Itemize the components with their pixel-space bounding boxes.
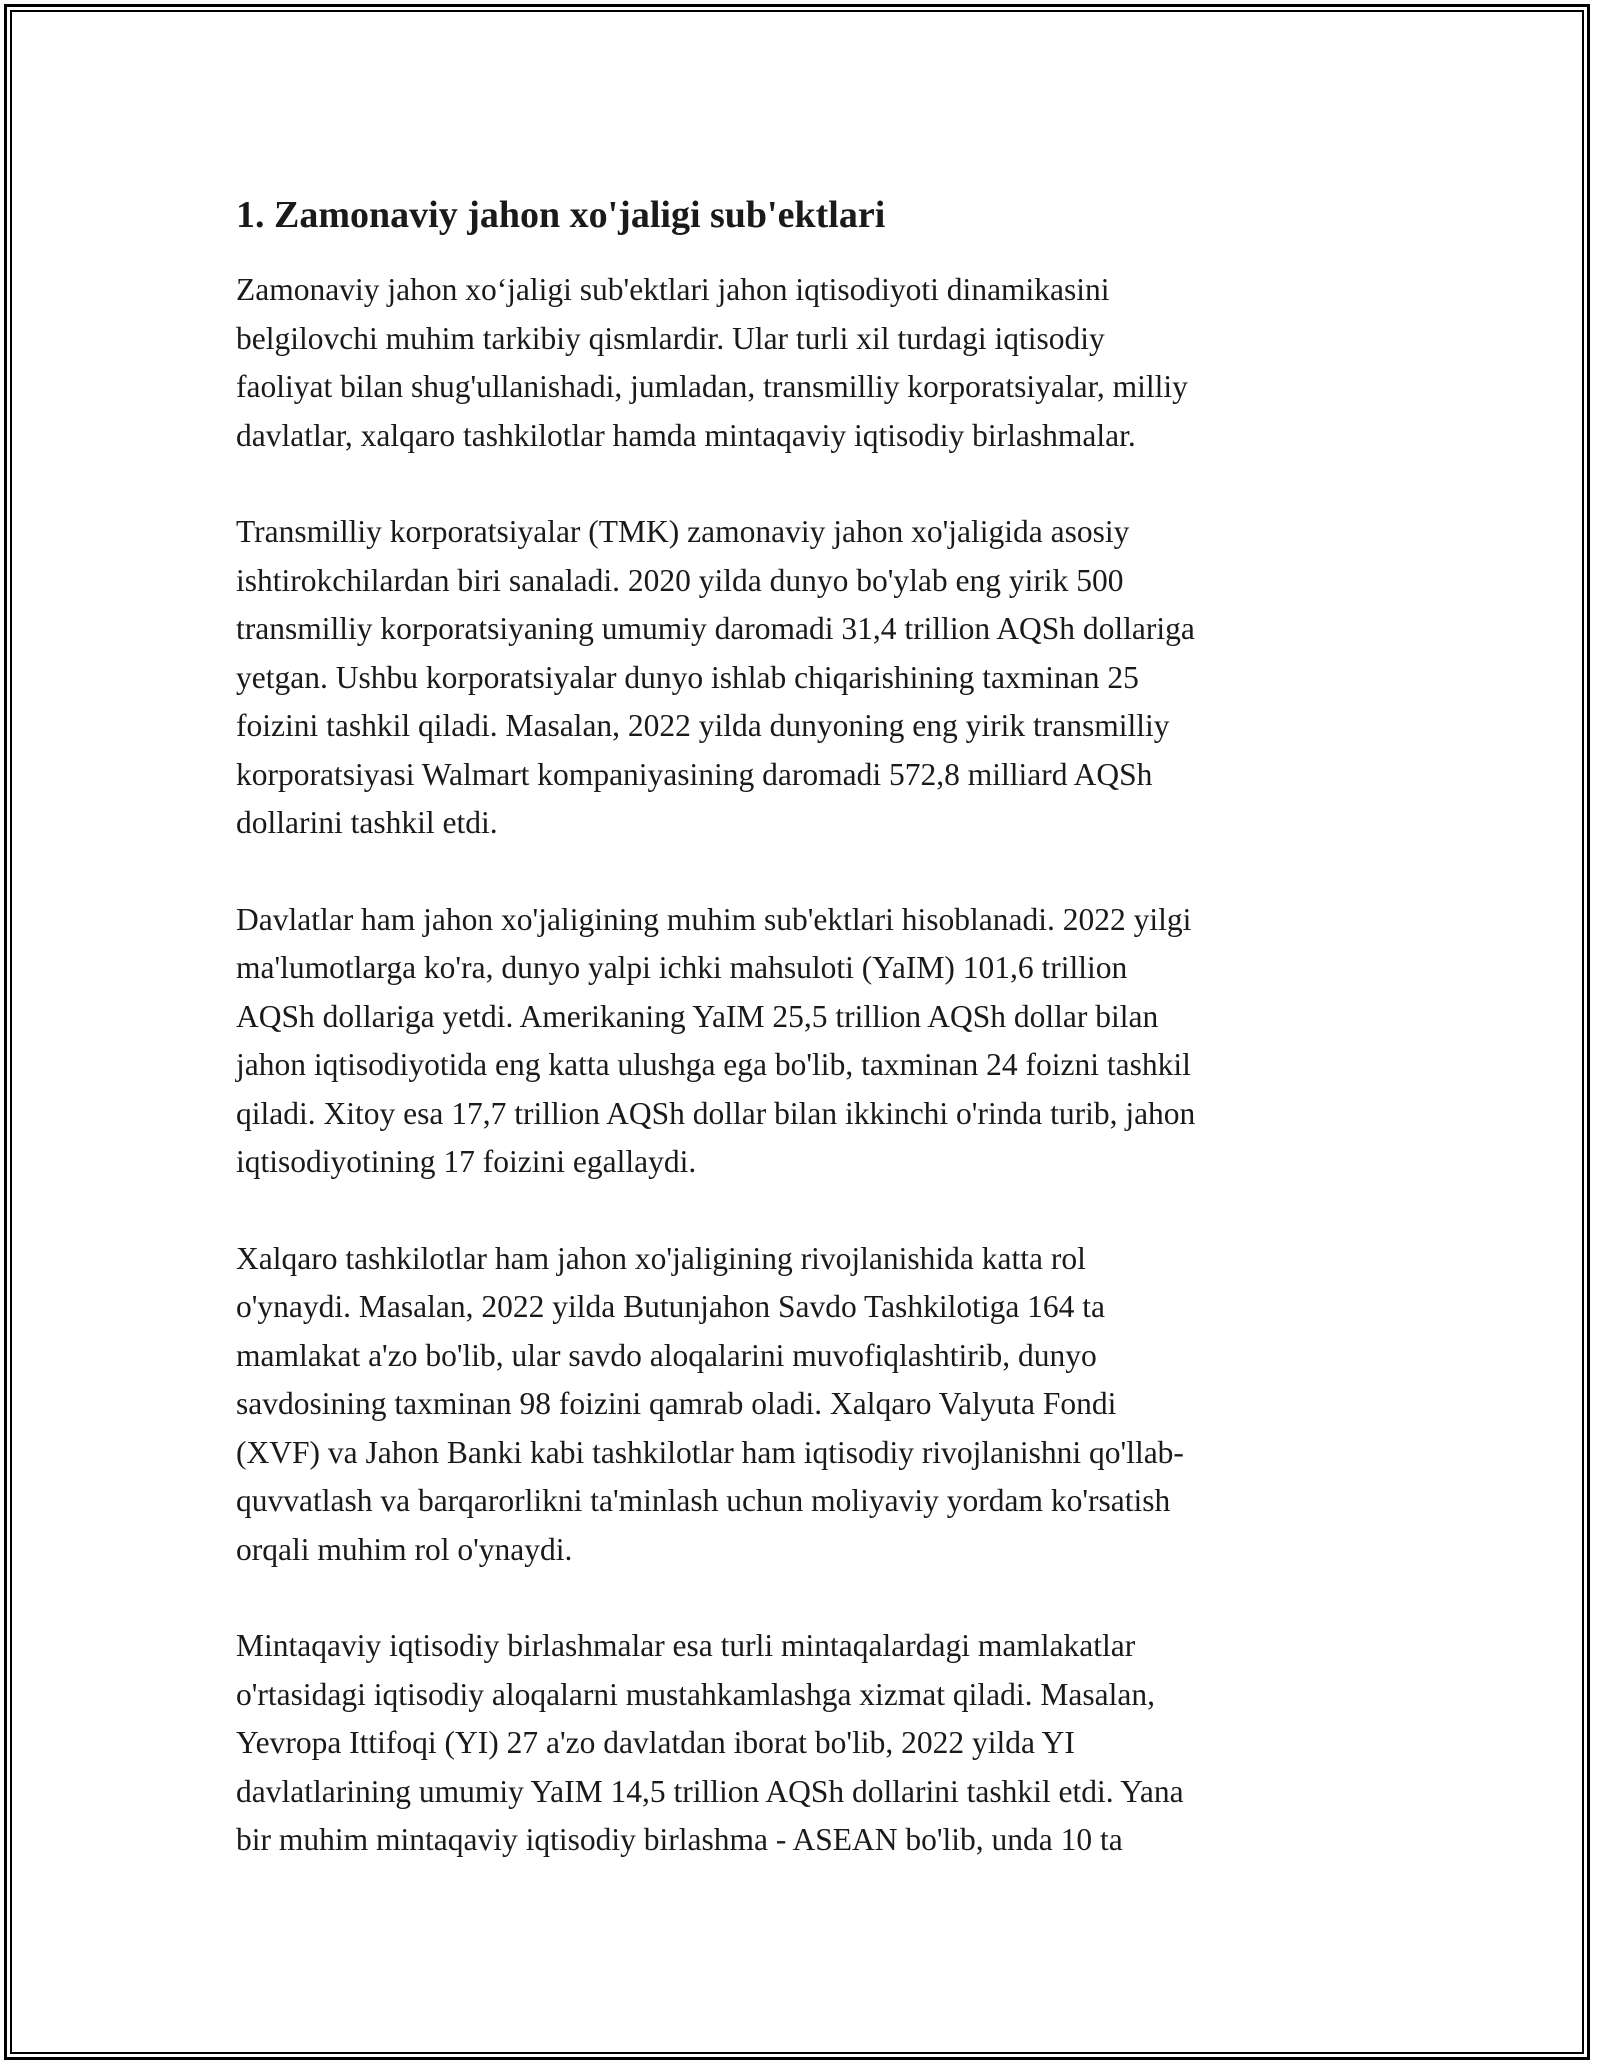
text-line: orqali muhim rol o'ynaydi. <box>236 1531 573 1567</box>
paragraph-intro <box>236 266 1366 460</box>
text-line: Xalqaro tashkilotlar ham jahon xo'jaligining rivojlanishida katta rol <box>236 1240 1086 1276</box>
text-line: o'rtasidagi iqtisodiy aloqalarni mustahkamlashga xizmat qiladi. Masalan, <box>236 1676 1155 1712</box>
text-line: transmilliy korporatsiyaning umumiy daromadi 31,4 trillion AQSh dollariga <box>236 611 1195 646</box>
text-line: Mintaqaviy iqtisodiy birlashmalar esa turli mintaqalardagi mamlakatlar <box>236 1628 1136 1663</box>
text-line: bir muhim mintaqaviy iqtisodiy birlashma - ASEAN bo'lib, unda 10 ta <box>236 1822 1123 1857</box>
text-line: davlatlar, xalqaro tashkilotlar hamda mintaqaviy iqtisodiy birlashmalar. <box>236 417 1136 453</box>
text-line: belgilovchi muhim tarkibiy qismlardir. Ular turli xil turdagi iqtisodiy <box>236 320 1105 356</box>
text-line: savdosining taxminan 98 foizini qamrab oladi. Xalqaro Valyuta Fondi <box>236 1386 1117 1421</box>
text-line: korporatsiyasi Walmart kompaniyasining daromadi 572,8 milliard AQSh <box>236 756 1153 792</box>
text-line: foizini tashkil qiladi. Masalan, 2022 yilda dunyoning eng yirik transmilliy <box>236 708 1170 743</box>
text-line: quvvatlash va barqarorlikni ta'minlash uchun moliyaviy yordam ko'rsatish <box>236 1483 1171 1518</box>
paragraph-regional <box>236 1622 1366 1865</box>
text-line: qiladi. Xitoy esa 17,7 trillion AQSh dollar bilan ikkinchi o'rinda turib, jahon <box>236 1095 1196 1131</box>
text-line: Zamonaviy jahon xo‘jaligi sub'ektlari jahon iqtisodiyoti dinamikasini <box>236 272 1110 307</box>
text-line: iqtisodiyotining 17 foizini egallaydi. <box>236 1144 697 1179</box>
section-title: 1. Zamonaviy jahon xo'jaligi sub'ektlari <box>236 194 886 236</box>
text-line: davlatlarining umumiy YaIM 14,5 trillion AQSh dollarini tashkil etdi. Yana <box>236 1773 1184 1809</box>
text-line: faoliyat bilan shug'ullanishadi, jumladan, transmilliy korporatsiyalar, milliy <box>236 369 1188 404</box>
text-line: ma'lumotlarga ko'ra, dunyo yalpi ichki mahsuloti (YaIM) 101,6 trillion <box>236 950 1128 985</box>
document-body <box>236 190 1366 1913</box>
text-line: Davlatlar ham jahon xo'jaligining muhim sub'ektlari hisoblanadi. 2022 yilgi <box>236 901 1192 937</box>
text-line: mamlakat a'zo bo'lib, ular savdo aloqalarini muvofiqlashtirib, dunyo <box>236 1337 1097 1373</box>
text-line: yetgan. Ushbu korporatsiyalar dunyo ishlab chiqarishining taxminan 25 <box>236 659 1139 695</box>
text-line: Yevropa Ittifoqi (YI) 27 a'zo davlatdan iborat bo'lib, 2022 yilda YI <box>236 1725 1075 1760</box>
text-line: (XVF) va Jahon Banki kabi tashkilotlar ham iqtisodiy rivojlanishni qo'llab- <box>236 1434 1184 1470</box>
paragraph-tmk <box>236 508 1366 848</box>
text-line: AQSh dollariga yetdi. Amerikaning YaIM 25,5 trillion AQSh dollar bilan <box>236 998 1159 1034</box>
text-line: jahon iqtisodiyotida eng katta ulushga ega bo'lib, taxminan 24 foizni tashkil <box>236 1047 1191 1082</box>
text-line: dollarini tashkil etdi. <box>236 805 498 840</box>
text-line: Transmilliy korporatsiyalar (TMK) zamonaviy jahon xo'jaligida asosiy <box>236 514 1130 549</box>
text-line: o'ynaydi. Masalan, 2022 yilda Butunjahon Savdo Tashkilotiga 164 ta <box>236 1289 1106 1324</box>
paragraph-intl-orgs <box>236 1235 1366 1575</box>
text-line: ishtirokchilardan biri sanaladi. 2020 yilda dunyo bo'ylab eng yirik 500 <box>236 562 1124 598</box>
paragraph-states <box>236 896 1366 1187</box>
